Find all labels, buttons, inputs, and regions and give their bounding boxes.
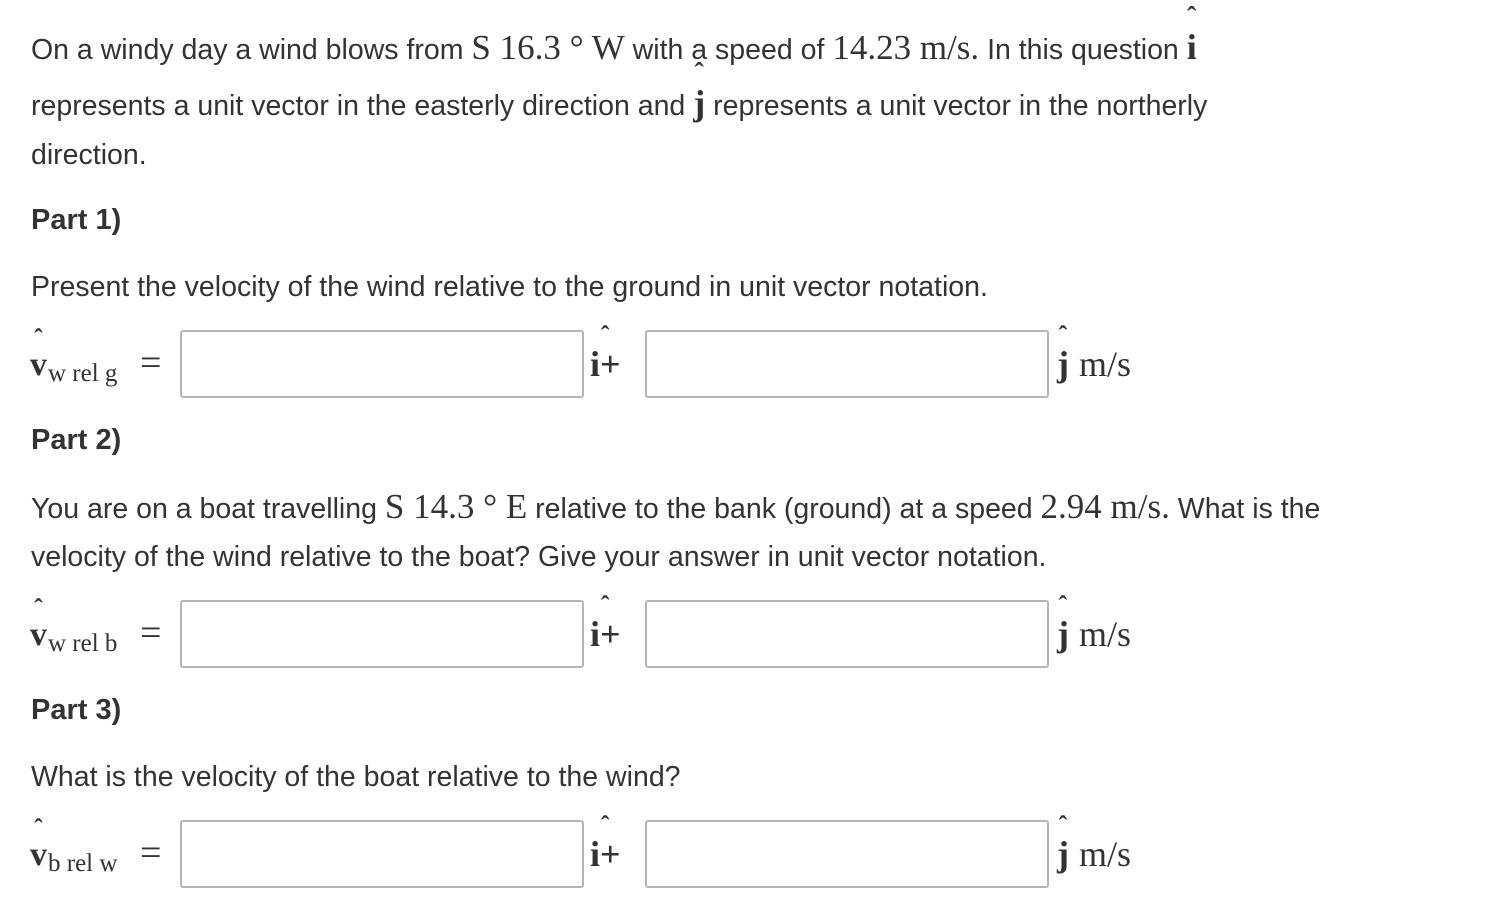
j-hat-unit: ˆ j m/s (1057, 591, 1132, 654)
part3-question: What is the velocity of the boat relative to the wind? (31, 761, 681, 793)
i-hat-symbol: ˆ i (1186, 2, 1197, 67)
unit-label: m/s (1079, 614, 1132, 654)
intro-line-1: On a windy day a wind blows from S 16.3 ° W with a speed of 14.23 m/s. In this question ˆ i (31, 22, 1197, 75)
part3-answer-row (0, 811, 1504, 892)
wind-speed: 14.23 m/s. (832, 28, 980, 67)
intro-line-3: direction. (31, 139, 147, 171)
part1-i-component-input[interactable] (180, 330, 584, 398)
part2-i-component-input[interactable] (180, 600, 584, 668)
part2-vector-label: ˆ vw rel b (30, 594, 118, 657)
part2-j-component-input[interactable] (645, 600, 1049, 668)
i-hat-plus: ˆ i+ (590, 591, 621, 654)
part1-vector-label: ˆ vw rel g (30, 324, 118, 387)
j-hat-unit: ˆ j m/s (1057, 321, 1132, 384)
intro-line-2: represents a unit vector in the easterly direction and ˆ j represents a unit vector in the northerly (31, 78, 1207, 131)
boat-direction: S 14.3 ° E (384, 487, 528, 526)
j-hat-symbol: ˆ j (693, 58, 706, 123)
part3-title: Part 3) (31, 694, 122, 726)
part1-j-component-input[interactable] (645, 330, 1049, 398)
part3-j-component-input[interactable] (645, 820, 1049, 888)
part3-i-component-input[interactable] (180, 820, 584, 888)
equals-sign: = (140, 832, 162, 874)
part1-title: Part 1) (31, 204, 122, 236)
part1-answer-row (0, 321, 1504, 402)
boat-speed: 2.94 m/s. (1040, 487, 1170, 526)
unit-label: m/s (1079, 344, 1132, 384)
i-hat-plus: ˆ i+ (590, 811, 621, 874)
part2-answer-row (0, 591, 1504, 672)
part2-question-line-2: velocity of the wind relative to the boat? Give your answer in unit vector notation. (31, 541, 1047, 573)
part2-title: Part 2) (31, 424, 122, 456)
i-hat-plus: ˆ i+ (590, 321, 621, 384)
part2-question-line-1: You are on a boat travelling S 14.3 ° E relative to the bank (ground) at a speed 2.94 m/s. What is the (31, 487, 1321, 526)
part3-vector-label: ˆ vb rel w (30, 814, 118, 877)
wind-direction: S 16.3 ° W (471, 28, 625, 67)
part1-question: Present the velocity of the wind relative to the ground in unit vector notation. (31, 271, 988, 303)
equals-sign: = (140, 342, 162, 384)
j-hat-unit: ˆ j m/s (1057, 811, 1132, 874)
equals-sign: = (140, 612, 162, 654)
unit-label: m/s (1079, 834, 1132, 874)
